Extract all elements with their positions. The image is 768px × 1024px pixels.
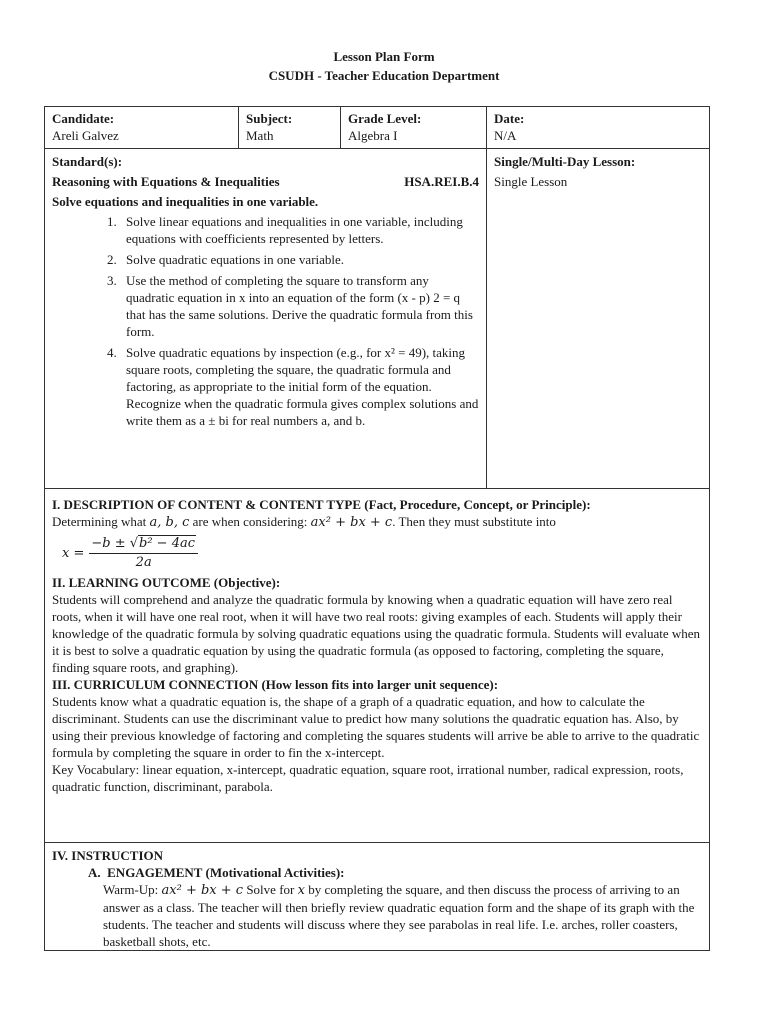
section1-text xyxy=(52,513,702,531)
lesson-type-cell xyxy=(487,149,710,489)
grade-label: Grade Level: xyxy=(348,111,422,126)
instruction-row xyxy=(45,843,710,951)
standard-item: 2. Solve quadratic equations in one variable. xyxy=(120,251,479,268)
candidate-label: Candidate: xyxy=(52,111,115,126)
formula-lhs: x = xyxy=(62,545,85,561)
date-label: Date: xyxy=(494,111,525,126)
standards-row xyxy=(45,149,710,489)
standards-cell xyxy=(45,149,487,489)
section3-heading: III. CURRICULUM CONNECTION (How lesson fits into larger unit sequence): xyxy=(52,677,499,692)
formula-radicand: b² − 4ac xyxy=(139,535,196,551)
subject-label: Subject: xyxy=(246,111,293,126)
section1-text-c: . Then they must substitute into xyxy=(392,514,556,529)
quadratic-formula xyxy=(62,534,702,572)
formula-numerator xyxy=(89,536,198,554)
content-row xyxy=(45,489,710,843)
warmup-text xyxy=(52,881,702,950)
section2-text: Students will comprehend and analyze the quadratic formula by knowing when a quadratic equation will have zero real roots, when it will have one real root, when it will have two real roots: giving examples of each. Students will apply their knowledge of the quadratic formula by solving quadratic equations using the quadratic formula. Students will evaluate when it is best to solve a quadratic equation by using the quadratic formula (as opposed to factoring, completing the square, finding square roots, and graphing). xyxy=(52,592,701,675)
grade-cell xyxy=(341,107,487,149)
section1-text-a: Determining what xyxy=(52,514,147,529)
lesson-type-label: Single/Multi-Day Lesson: xyxy=(494,154,636,169)
section1-text-b: are when considering: xyxy=(192,514,308,529)
lesson-plan-table xyxy=(44,106,710,951)
date-value: N/A xyxy=(494,128,517,143)
section3-vocab: Key Vocabulary: linear equation, x-intercept, quadratic equation, square root, irrational number, radical expression, roots, quadratic function, discriminant, parabola. xyxy=(52,762,684,794)
formula-fraction xyxy=(89,536,198,571)
formula-num-prefix: −b ± √ xyxy=(91,535,139,551)
standards-code: HSA.REI.B.4 xyxy=(404,174,479,189)
standards-domain-row xyxy=(52,173,479,190)
warmup-text-a: Solve for xyxy=(246,882,295,897)
form-title: Lesson Plan Form xyxy=(333,49,435,64)
standards-cluster: Solve equations and inequalities in one variable. xyxy=(52,194,319,209)
form-subtitle: CSUDH - Teacher Education Department xyxy=(268,68,500,83)
lesson-type-value: Single Lesson xyxy=(494,174,568,189)
section1-heading: I. DESCRIPTION OF CONTENT & CONTENT TYPE (Fact, Procedure, Concept, or Principle): xyxy=(52,497,591,512)
candidate-cell xyxy=(45,107,239,149)
standard-item: 3. Use the method of completing the square to transform any quadratic equation in x into an equation of the form (x - p) 2 = q that has the same solutions. Derive the quadratic formula from this form. xyxy=(120,272,479,340)
section1-expr: ax² + bx + c xyxy=(310,515,393,530)
candidate-value: Areli Galvez xyxy=(52,128,119,143)
engagement-heading xyxy=(52,864,702,881)
grade-value: Algebra I xyxy=(348,128,398,143)
form-header xyxy=(0,47,768,85)
section4-heading: IV. INSTRUCTION xyxy=(52,848,164,863)
section2-heading: II. LEARNING OUTCOME (Objective): xyxy=(52,575,281,590)
engagement-marker: A. xyxy=(88,865,101,880)
warmup-var: x xyxy=(297,883,305,898)
date-cell xyxy=(487,107,710,149)
warmup-expr: ax² + bx + c xyxy=(161,883,244,898)
standards-domain: Reasoning with Equations & Inequalities xyxy=(52,174,280,189)
info-row xyxy=(45,107,710,149)
subject-value: Math xyxy=(246,128,274,143)
warmup-label: Warm-Up: xyxy=(103,882,159,897)
standards-list xyxy=(52,213,479,429)
formula-denominator: 2a xyxy=(135,554,152,570)
standards-label: Standard(s): xyxy=(52,154,123,169)
engagement-title: ENGAGEMENT (Motivational Activities): xyxy=(107,865,345,880)
section1-vars: a, b, c xyxy=(149,515,190,530)
subject-cell xyxy=(239,107,341,149)
standard-item: 1. Solve linear equations and inequalities in one variable, including equations with coefficients represented by letters. xyxy=(120,213,479,247)
content-cell xyxy=(45,489,710,843)
instruction-cell xyxy=(45,843,710,951)
warmup-text-b: by completing the square, and then discuss the process of arriving to an answer as a class. The teacher will then briefly review quadratic equation form and the shape of its graph with the students. The teacher and students will discuss where they see parabolas in real life. I.e. arches, roller coasters, basketball shots, etc. xyxy=(103,882,695,949)
section3-text: Students know what a quadratic equation is, the shape of a graph of a quadratic equation, and how to calculate the discriminant. Students can use the discriminant value to predict how many solutions the quadratic equation has. Also, by using their previous knowledge of factoring and completing the squares students will arrive be able to arrive to the quadratic formula by completing the square in order to fin the x-intercept. xyxy=(52,694,700,760)
standard-item: 4. Solve quadratic equations by inspection (e.g., for x² = 49), taking square roots, completing the square, the quadratic formula and factoring, as appropriate to the initial form of the equation. Recognize when the quadratic formula gives complex solutions and write them as a ± bi for real numbers a, and b. xyxy=(120,344,479,429)
